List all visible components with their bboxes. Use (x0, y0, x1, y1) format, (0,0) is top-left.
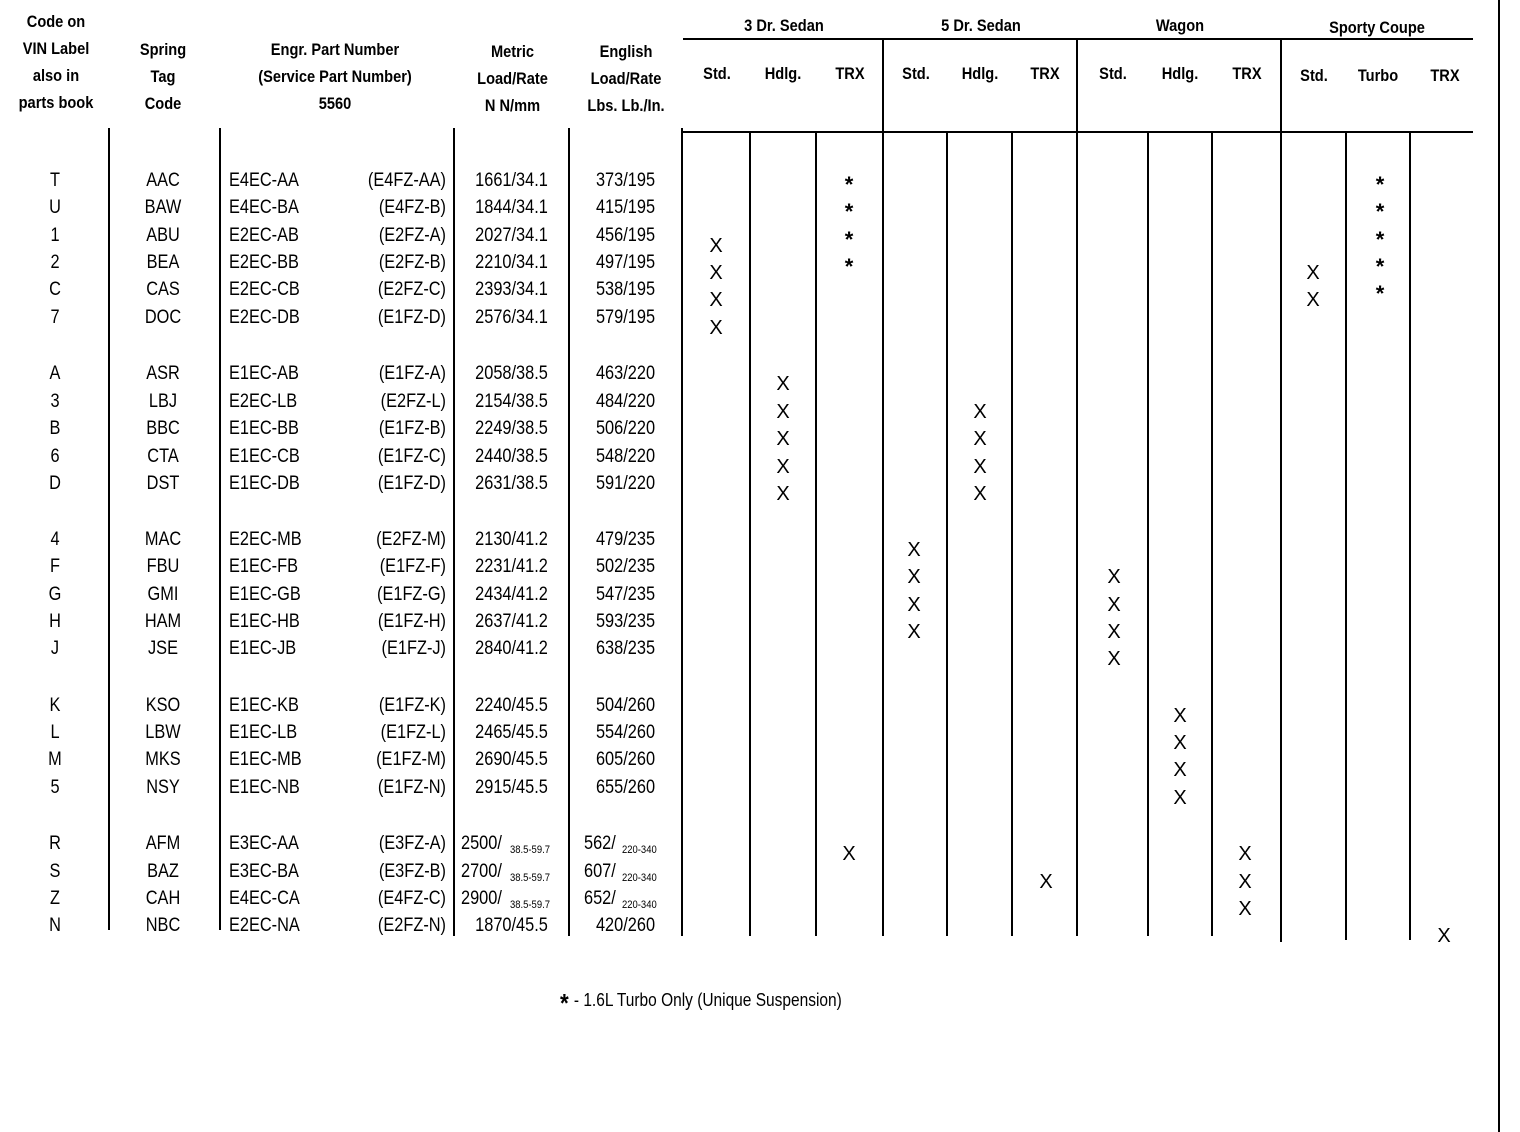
divider (1409, 132, 1411, 940)
sub-3dr-trx: TRX (835, 64, 865, 83)
engr-part-number: E1EC-CB (229, 446, 300, 467)
spring-tag-code: BAW (144, 197, 182, 218)
vin-code: C (49, 279, 61, 300)
divider (1345, 132, 1347, 940)
english-load-rate: 638/235 (595, 638, 656, 659)
english-load-rate: 548/220 (595, 446, 656, 467)
engr-part-number: E2EC-CB (229, 279, 300, 300)
group-underline (683, 38, 1473, 40)
service-part-number: (E2FZ-C) (377, 279, 446, 300)
vin-code: N (49, 915, 61, 936)
spring-tag-code: ABU (146, 225, 180, 246)
application-x-mark: X (1039, 871, 1053, 893)
english-load-rate: 504/260 (595, 695, 656, 716)
metric-load-rate: 2465/45.5 (475, 722, 548, 743)
application-x-mark: X (1107, 648, 1121, 670)
vin-code: U (49, 197, 61, 218)
divider (1211, 132, 1213, 936)
application-x-mark: X (776, 483, 790, 505)
application-x-mark: X (776, 428, 790, 450)
english-load-rate: 655/260 (595, 777, 656, 798)
engr-part-number: E4EC-AA (229, 170, 299, 191)
application-x-mark: X (1173, 732, 1187, 754)
english-load-rate: 547/235 (595, 584, 656, 605)
vin-code: L (50, 722, 60, 743)
service-part-number: (E2FZ-L) (380, 391, 446, 412)
vin-code: M (48, 749, 62, 770)
vin-code: Z (50, 888, 60, 909)
application-x-mark: X (1107, 594, 1121, 616)
application-x-mark: X (973, 456, 987, 478)
application-x-mark: X (709, 317, 723, 339)
service-part-number: (E1FZ-C) (377, 446, 446, 467)
vin-code: 7 (50, 307, 60, 328)
turbo-asterisk-mark: * (844, 254, 854, 279)
spring-tag-code: CTA (147, 446, 179, 467)
divider (1011, 132, 1013, 936)
service-part-number: (E1FZ-L) (380, 722, 446, 743)
engr-part-number: E1EC-KB (229, 695, 299, 716)
english-load-rate: 502/235 (595, 556, 656, 577)
engr-part-number: E4EC-BA (229, 197, 299, 218)
turbo-asterisk-mark: * (1375, 254, 1385, 279)
spring-tag-code: NSY (146, 777, 180, 798)
application-x-mark: X (1437, 925, 1451, 947)
application-x-mark: X (1173, 787, 1187, 809)
engr-part-number: E1EC-AB (229, 363, 299, 384)
english-load-rate: 562/ (584, 833, 616, 854)
application-x-mark: X (842, 843, 856, 865)
group-5dr-sedan: 5 Dr. Sedan (941, 16, 1021, 35)
spring-tag-code: ASR (146, 363, 180, 384)
application-x-mark: X (973, 401, 987, 423)
vin-code: J (50, 638, 60, 659)
engr-part-number: E2EC-MB (229, 529, 302, 550)
application-x-mark: X (973, 428, 987, 450)
application-x-mark: X (907, 539, 921, 561)
divider (749, 132, 751, 936)
spring-tag-code: MAC (144, 529, 182, 550)
spring-tag-code: DOC (144, 307, 182, 328)
spring-tag-code: NBC (145, 915, 181, 936)
metric-load-rate: 2840/41.2 (475, 638, 548, 659)
metric-load-rate: 2434/41.2 (475, 584, 548, 605)
metric-load-rate: 2130/41.2 (475, 529, 548, 550)
service-part-number: (E3FZ-B) (378, 861, 446, 882)
service-part-number: (E1FZ-F) (379, 556, 446, 577)
metric-load-rate: 1844/34.1 (475, 197, 548, 218)
engr-part-number: E1EC-DB (229, 473, 300, 494)
service-part-number: (E3FZ-A) (378, 833, 446, 854)
footnote-asterisk: * (560, 988, 569, 1018)
spring-tag-code: FBU (146, 556, 180, 577)
service-part-number: (E2FZ-B) (378, 252, 446, 273)
application-x-mark: X (1107, 621, 1121, 643)
service-part-number: (E2FZ-M) (376, 529, 446, 550)
application-x-mark: X (1238, 871, 1252, 893)
sub-3dr-std: Std. (703, 64, 731, 83)
spring-tag-code: DST (146, 473, 180, 494)
vin-code: K (49, 695, 61, 716)
vin-code: D (49, 473, 61, 494)
footnote (560, 982, 842, 1018)
application-x-mark: X (973, 483, 987, 505)
application-x-mark: X (776, 401, 790, 423)
sub-coupe-trx: TRX (1430, 66, 1460, 85)
vin-code: 3 (50, 391, 60, 412)
spring-tag-code: HAM (144, 611, 182, 632)
service-part-number: (E1FZ-N) (377, 777, 446, 798)
metric-load-rate: 2690/45.5 (475, 749, 548, 770)
english-load-rate: 373/195 (595, 170, 656, 191)
metric-load-rate: 1661/34.1 (475, 170, 548, 191)
english-load-rate: 593/235 (595, 611, 656, 632)
service-part-number: (E4FZ-AA) (367, 170, 446, 191)
vin-code: G (48, 584, 62, 605)
service-part-number: (E4FZ-B) (378, 197, 446, 218)
spring-tag-code: GMI (147, 584, 179, 605)
application-x-mark: X (1238, 898, 1252, 920)
engr-part-number: E1EC-MB (229, 749, 302, 770)
metric-load-rate: 2631/38.5 (475, 473, 548, 494)
application-x-mark: X (776, 373, 790, 395)
sub-coupe-std: Std. (1300, 66, 1328, 85)
sub-5dr-hdlg: Hdlg. (961, 64, 999, 83)
vin-code: 1 (50, 225, 60, 246)
english-load-rate: 605/260 (595, 749, 656, 770)
english-rate-range: 220-340 (622, 872, 657, 884)
service-part-number: (E1FZ-D) (377, 307, 446, 328)
service-part-number: (E1FZ-A) (378, 363, 446, 384)
metric-load-rate: 2637/41.2 (475, 611, 548, 632)
application-x-mark: X (1238, 843, 1252, 865)
application-x-mark: X (1173, 705, 1187, 727)
english-rate-range: 220-340 (622, 899, 657, 911)
spring-tag-code: MKS (145, 749, 181, 770)
metric-load-rate: 1870/45.5 (475, 915, 548, 936)
english-load-rate: 415/195 (595, 197, 656, 218)
turbo-asterisk-mark: * (1375, 172, 1385, 197)
english-rate-range: 220-340 (622, 844, 657, 856)
application-x-mark: X (907, 594, 921, 616)
sub-5dr-std: Std. (902, 64, 930, 83)
application-x-mark: X (709, 289, 723, 311)
spring-tag-code: CAS (146, 279, 180, 300)
engr-part-number: E4EC-CA (229, 888, 300, 909)
application-x-mark: X (907, 621, 921, 643)
divider (1280, 40, 1282, 942)
turbo-asterisk-mark: * (1375, 227, 1385, 252)
application-x-mark: X (1306, 262, 1320, 284)
sub-3dr-hdlg: Hdlg. (764, 64, 802, 83)
page-edge (1498, 0, 1500, 1132)
english-load-rate: 554/260 (595, 722, 656, 743)
engr-part-number: E2EC-NA (229, 915, 300, 936)
metric-load-rate: 2058/38.5 (475, 363, 548, 384)
spring-tag-code: LBJ (148, 391, 178, 412)
engr-part-number: E1EC-LB (229, 722, 298, 743)
english-load-rate: 579/195 (595, 307, 656, 328)
application-x-mark: X (907, 566, 921, 588)
engr-part-number: E3EC-AA (229, 833, 299, 854)
engr-part-number: E2EC-AB (229, 225, 299, 246)
engr-part-number: E2EC-DB (229, 307, 300, 328)
engr-part-number: E1EC-BB (229, 418, 299, 439)
divider (815, 132, 817, 936)
english-load-rate: 591/220 (595, 473, 656, 494)
subheader-underline (683, 131, 1473, 133)
metric-load-rate: 2440/38.5 (475, 446, 548, 467)
vin-code: R (49, 833, 61, 854)
vin-code: 4 (50, 529, 60, 550)
vin-code: S (49, 861, 61, 882)
turbo-asterisk-mark: * (844, 199, 854, 224)
divider (882, 40, 884, 936)
application-x-mark: X (776, 456, 790, 478)
english-load-rate: 538/195 (595, 279, 656, 300)
engr-part-number: E1EC-HB (229, 611, 300, 632)
engr-part-number: E1EC-JB (229, 638, 297, 659)
sub-coupe-turbo: Turbo (1357, 66, 1399, 85)
engr-part-number: E2EC-BB (229, 252, 299, 273)
header-metric: Metric Load/Rate N N/mm (477, 42, 548, 115)
application-x-mark: X (709, 262, 723, 284)
application-x-mark: X (1306, 289, 1320, 311)
metric-load-rate: 2915/45.5 (475, 777, 548, 798)
vin-code: A (49, 363, 61, 384)
metric-load-rate: 2576/34.1 (475, 307, 548, 328)
metric-load-rate: 2700/ (461, 861, 502, 882)
footnote-text: - 1.6L Turbo Only (Unique Suspension) (573, 990, 842, 1010)
service-part-number: (E1FZ-D) (377, 473, 446, 494)
engr-part-number: E3EC-BA (229, 861, 299, 882)
service-part-number: (E1FZ-H) (377, 611, 446, 632)
service-part-number: (E2FZ-A) (378, 225, 446, 246)
metric-rate-range: 38.5-59.7 (510, 844, 550, 856)
metric-load-rate: 2154/38.5 (475, 391, 548, 412)
english-load-rate: 607/ (584, 861, 616, 882)
divider (453, 128, 455, 936)
service-part-number: (E1FZ-G) (377, 584, 446, 605)
turbo-asterisk-mark: * (844, 172, 854, 197)
metric-load-rate: 2500/ (461, 833, 502, 854)
metric-load-rate: 2027/34.1 (475, 225, 548, 246)
divider (1076, 40, 1078, 936)
metric-load-rate: 2240/45.5 (475, 695, 548, 716)
english-load-rate: 479/235 (595, 529, 656, 550)
metric-rate-range: 38.5-59.7 (510, 872, 550, 884)
english-load-rate: 463/220 (595, 363, 656, 384)
divider (681, 128, 683, 936)
divider (219, 128, 221, 930)
service-part-number: (E1FZ-M) (376, 749, 446, 770)
group-sporty-coupe: Sporty Coupe (1329, 18, 1425, 37)
application-x-mark: X (1173, 759, 1187, 781)
group-wagon: Wagon (1155, 16, 1205, 35)
engr-part-number: E1EC-NB (229, 777, 300, 798)
vin-code: T (50, 170, 60, 191)
turbo-asterisk-mark: * (1375, 281, 1385, 306)
english-load-rate: 652/ (584, 888, 616, 909)
turbo-asterisk-mark: * (844, 227, 854, 252)
header-spring-tag: Spring Tag Code (139, 40, 187, 113)
group-3dr-sedan: 3 Dr. Sedan (744, 16, 824, 35)
english-load-rate: 420/260 (595, 915, 656, 936)
spring-tag-code: JSE (148, 638, 178, 659)
vin-code: 2 (50, 252, 60, 273)
metric-load-rate: 2393/34.1 (475, 279, 548, 300)
service-part-number: (E4FZ-C) (377, 888, 446, 909)
header-vin-code: Code on VIN Label also in parts book (18, 12, 94, 112)
vin-code: 5 (50, 777, 60, 798)
english-load-rate: 506/220 (595, 418, 656, 439)
spring-tag-code: BBC (146, 418, 180, 439)
metric-load-rate: 2249/38.5 (475, 418, 548, 439)
english-load-rate: 484/220 (595, 391, 656, 412)
divider (108, 128, 110, 930)
service-part-number: (E1FZ-K) (378, 695, 446, 716)
application-x-mark: X (1107, 566, 1121, 588)
engr-part-number: E1EC-FB (229, 556, 299, 577)
sub-5dr-trx: TRX (1030, 64, 1060, 83)
spring-tag-code: AFM (145, 833, 181, 854)
turbo-asterisk-mark: * (1375, 199, 1385, 224)
english-load-rate: 497/195 (595, 252, 656, 273)
sub-wagon-std: Std. (1099, 64, 1127, 83)
divider (568, 128, 570, 936)
sub-wagon-hdlg: Hdlg. (1161, 64, 1199, 83)
service-part-number: (E1FZ-J) (381, 638, 446, 659)
vin-code: B (49, 418, 61, 439)
spring-tag-code: KSO (145, 695, 181, 716)
engr-part-number: E1EC-GB (229, 584, 301, 605)
vin-code: 6 (50, 446, 60, 467)
divider (946, 132, 948, 936)
engr-part-number: E2EC-LB (229, 391, 298, 412)
english-load-rate: 456/195 (595, 225, 656, 246)
service-part-number: (E1FZ-B) (378, 418, 446, 439)
vin-code: F (50, 556, 60, 577)
metric-rate-range: 38.5-59.7 (510, 899, 550, 911)
spring-tag-code: AAC (146, 170, 180, 191)
application-x-mark: X (709, 235, 723, 257)
metric-load-rate: 2210/34.1 (475, 252, 548, 273)
metric-load-rate: 2900/ (461, 888, 502, 909)
sub-wagon-trx: TRX (1232, 64, 1262, 83)
header-english: English Load/Rate Lbs. Lb./In. (587, 42, 665, 115)
header-part-number: Engr. Part Number (Service Part Number) 5560 (258, 40, 412, 113)
divider (1147, 132, 1149, 936)
spring-tag-code: LBW (145, 722, 181, 743)
service-part-number: (E2FZ-N) (377, 915, 446, 936)
spring-tag-code: BEA (146, 252, 180, 273)
spring-tag-code: BAZ (147, 861, 179, 882)
metric-load-rate: 2231/41.2 (475, 556, 548, 577)
vin-code: H (49, 611, 61, 632)
spring-tag-code: CAH (145, 888, 181, 909)
